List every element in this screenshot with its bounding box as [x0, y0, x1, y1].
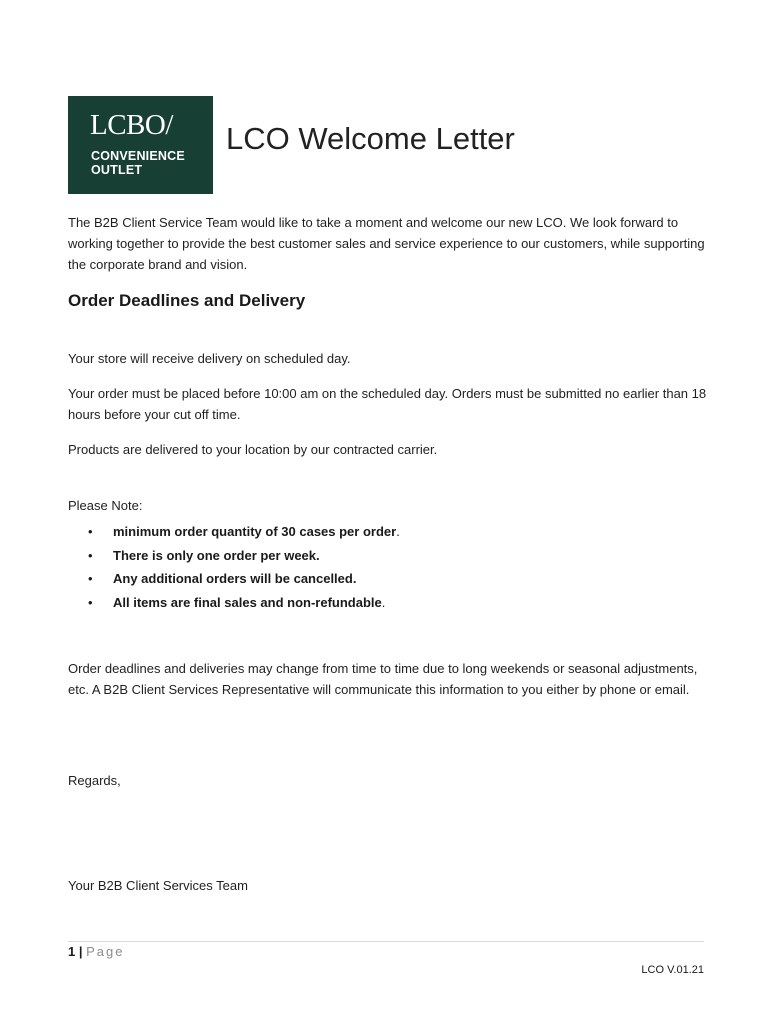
closing-paragraph: Order deadlines and deliveries may change from time to time due to long weekends or seasonal adjustments, etc. A B2B Client Services Representative will communicate this information to you either by phone or email.: [68, 661, 698, 697]
document-version: LCO V.01.21: [641, 964, 704, 976]
note-list: [88, 520, 400, 614]
note-item: [88, 591, 400, 615]
note-item-bold: There is only one order per week.: [113, 547, 320, 563]
logo-wordmark: LCBO/: [90, 109, 173, 141]
note-item-bold: Any additional orders will be cancelled.: [113, 571, 357, 586]
page-separator: |: [78, 944, 83, 959]
logo-line-convenience: CONVENIENCE: [91, 149, 185, 163]
order-deadline-paragraph: Your order must be placed before 10:00 am on the scheduled day. Orders must be submitted no earlier than 18 hours before your cut off time.: [68, 386, 707, 422]
regards-line: Regards,: [68, 773, 121, 788]
note-item: [88, 520, 400, 544]
bullet-icon: •: [88, 547, 93, 563]
document-title: LCO Welcome Letter: [226, 121, 515, 156]
bullet-icon: •: [88, 594, 93, 610]
delivery-day-paragraph: Your store will receive delivery on scheduled day.: [68, 351, 351, 366]
page-word: Page: [86, 944, 125, 959]
note-label: Please Note:: [68, 498, 143, 513]
note-item-bold: All items are final sales and non-refundable: [113, 594, 382, 610]
signoff-line: Your B2B Client Services Team: [68, 878, 248, 893]
bullet-icon: •: [88, 571, 93, 586]
intro-paragraph: The B2B Client Service Team would like to take a moment and welcome our new LCO. We look forward to working together to provide the best customer sales and service experience to our customers, while supporting the corporate brand and vision.: [68, 215, 705, 272]
note-item-bold: minimum order quantity of 30 cases per order: [113, 524, 397, 539]
section-heading: Order Deadlines and Delivery: [68, 291, 306, 310]
note-item: [88, 567, 400, 591]
carrier-paragraph: Products are delivered to your location by our contracted carrier.: [68, 442, 438, 457]
page-number: 1: [68, 944, 76, 959]
footer-divider: [68, 941, 704, 942]
footer-page-indicator: [68, 943, 125, 961]
note-item: [88, 544, 400, 568]
note-item-tail: .: [381, 594, 386, 610]
logo-line-outlet: OUTLET: [91, 163, 143, 177]
bullet-icon: •: [88, 524, 93, 539]
note-item-tail: .: [396, 524, 400, 539]
lcbo-convenience-outlet-logo: [68, 96, 213, 194]
